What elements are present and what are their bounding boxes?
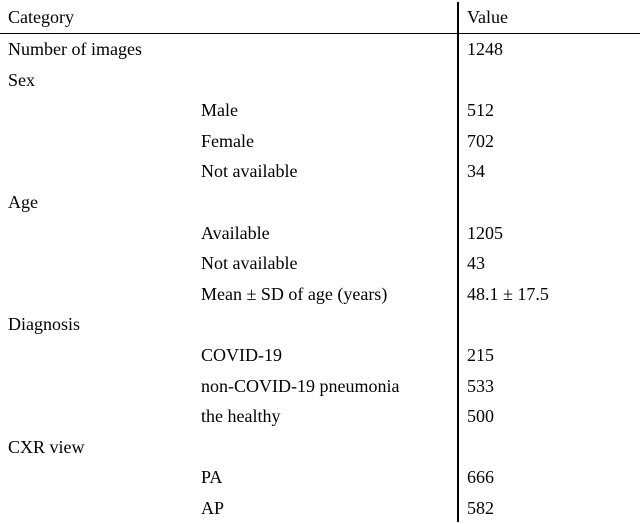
row-value: 533 [467, 376, 494, 396]
row-value: 702 [467, 131, 494, 151]
row-value: 43 [467, 253, 485, 273]
header-rule [0, 33, 640, 34]
row-category: CXR view [8, 437, 85, 457]
row-subcategory: the healthy [201, 406, 281, 426]
row-subcategory: Available [201, 223, 270, 243]
row-subcategory: Mean ± SD of age (years) [201, 284, 388, 304]
row-subcategory: COVID-19 [201, 345, 282, 365]
row-subcategory: non-COVID-19 pneumonia [201, 376, 400, 396]
row-category: Sex [8, 70, 35, 90]
row-category: Number of images [8, 39, 142, 59]
row-value: 666 [467, 467, 494, 487]
row-value: 500 [467, 406, 494, 426]
row-value: 48.1 ± 17.5 [467, 284, 549, 304]
row-value: 34 [467, 161, 485, 181]
column-divider [457, 2, 459, 522]
row-value: 512 [467, 100, 494, 120]
row-subcategory: Not available [201, 161, 298, 181]
row-subcategory: Female [201, 131, 254, 151]
row-value: 582 [467, 498, 494, 518]
row-value: 1248 [467, 39, 503, 59]
row-subcategory: Male [201, 100, 238, 120]
header-category: Category [8, 7, 74, 27]
row-category: Diagnosis [8, 314, 80, 334]
row-value: 1205 [467, 223, 503, 243]
row-value: 215 [467, 345, 494, 365]
header-value: Value [467, 7, 508, 27]
row-subcategory: Not available [201, 253, 298, 273]
row-subcategory: AP [201, 498, 225, 518]
row-subcategory: PA [201, 467, 223, 487]
row-category: Age [8, 192, 38, 212]
